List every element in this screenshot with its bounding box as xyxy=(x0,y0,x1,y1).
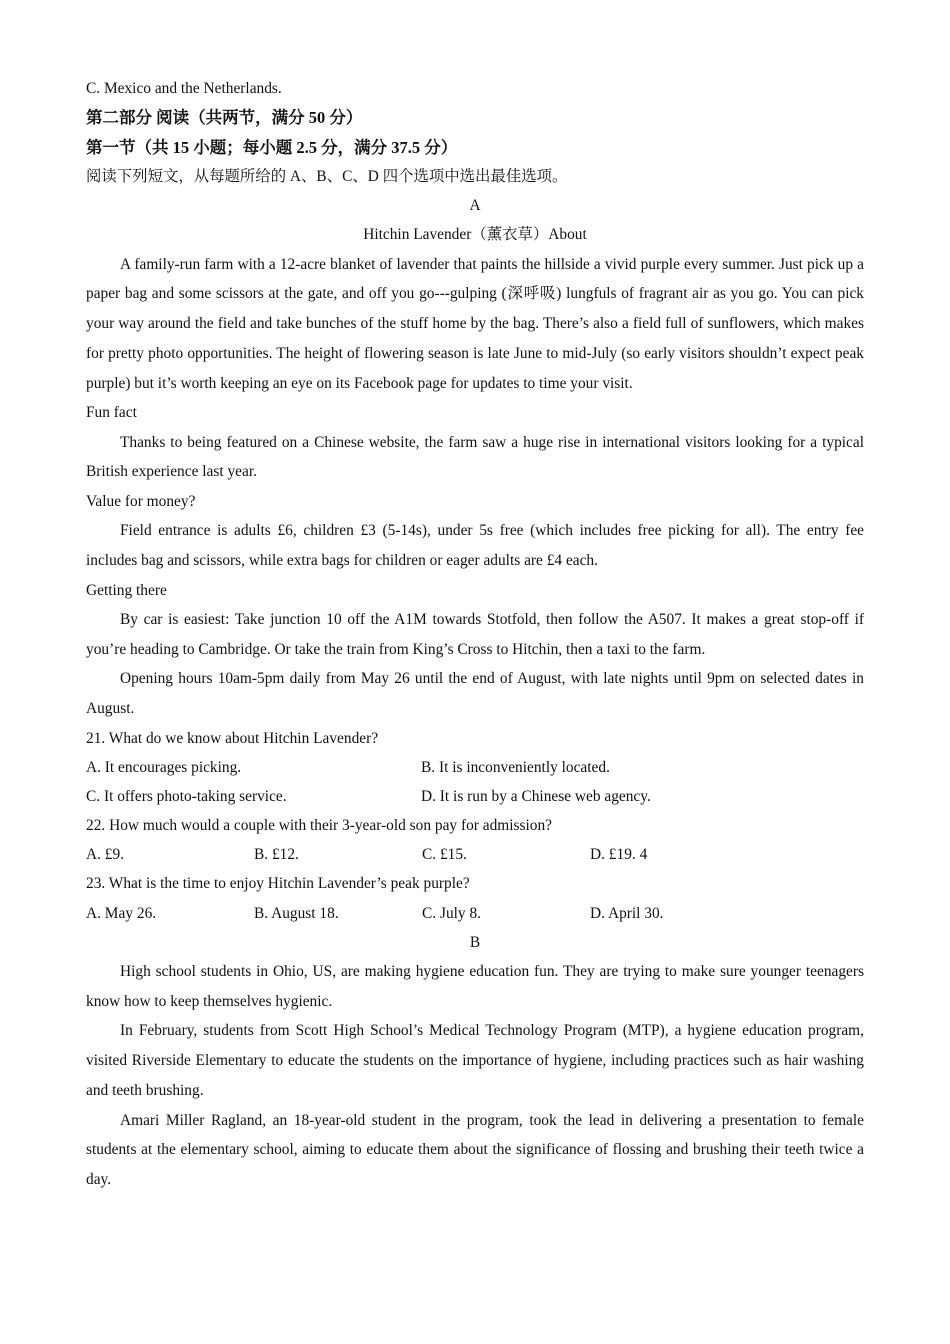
previous-option: C. Mexico and the Netherlands. xyxy=(86,80,282,97)
question-23-options xyxy=(86,899,864,928)
passage-a-paragraph: A family-run farm with a 12-acre blanket of lavender that paints the hillside a vivid purple every summer. Just pick up a paper bag and some scissors at the gate, and off you go---gulping (深呼吸) lungfuls of fragrant air as you go. You can pick your way around the field and take bunches of the stuff home by the bag. There’s also a field full of sunflowers, which makes for pretty photo opportunities. The height of flowering season is late June to mid-July (so early visitors shouldn’t expect peak purple) but it’s worth keeping an eye on its Facebook page for updates to time your visit. xyxy=(86,255,864,392)
option-d: D. It is run by a Chinese web agency. xyxy=(421,788,651,806)
passage-b-paragraph: High school students in Ohio, US, are making hygiene education fun. They are trying to make sure younger teenagers know how to keep themselves hygienic. xyxy=(86,963,864,1010)
passage-b-paragraph: In February, students from Scott High School’s Medical Technology Program (MTP), a hygiene education program, visited Riverside Elementary to educate the students on the importance of hygiene, including practices such as hair washing and teeth brushing. xyxy=(86,1022,864,1099)
part-heading: 第二部分 阅读（共两节，满分 50 分） xyxy=(86,108,363,128)
passage-a-paragraph: Field entrance is adults £6, children £3 (5-14s), under 5s free (which includes free picking for all). The entry fee includes bag and scissors, while extra bags for children or eager adults are £4 each. xyxy=(86,522,864,569)
option-c: C. It offers photo-taking service. xyxy=(86,788,287,806)
passage-a-title: Hitchin Lavender（薰衣草）About xyxy=(363,226,587,244)
subheading-fun-fact: Fun fact xyxy=(86,404,137,422)
option-c: C. £15. xyxy=(422,846,467,864)
option-b: B. August 18. xyxy=(254,904,339,922)
option-b: B. It is inconveniently located. xyxy=(421,759,610,777)
option-a: A. £9. xyxy=(86,846,125,864)
option-d: D. £19. 4 xyxy=(590,846,648,864)
subheading-value: Value for money? xyxy=(86,493,196,510)
passage-b-paragraph: Amari Miller Ragland, an 18-year-old student in the program, took the lead in delivering a presentation to female students at the elementary school, aiming to educate them about the significance of flossing and brushing their teeth twice a day. xyxy=(86,1111,864,1188)
question-21-options xyxy=(86,782,864,811)
question-22: 22. How much would a couple with their 3-year-old son pay for admission? xyxy=(86,817,553,835)
passage-a-label: A xyxy=(469,197,481,215)
question-22-options xyxy=(86,840,864,869)
passage-a-paragraph: Thanks to being featured on a Chinese website, the farm saw a huge rise in international visitors looking for a typical British experience last year. xyxy=(86,433,864,481)
question-21: 21. What do we know about Hitchin Lavender? xyxy=(86,729,379,747)
section-heading: 第一节（共 15 小题；每小题 2.5 分，满分 37.5 分） xyxy=(86,137,458,157)
option-c: C. July 8. xyxy=(422,904,482,922)
passage-a-paragraph: Opening hours 10am-5pm daily from May 26 until the end of August, with late nights until 9pm on selected dates in August. xyxy=(86,670,864,718)
instructions: 阅读下列短文，从每题所给的 A、B、C、D 四个选项中选出最佳选项。 xyxy=(86,167,568,185)
subheading-getting-there: Getting there xyxy=(86,581,167,599)
option-d: D. April 30. xyxy=(590,904,664,922)
option-a: A. It encourages picking. xyxy=(86,759,242,777)
option-a: A. May 26. xyxy=(86,904,157,922)
question-21-options xyxy=(86,753,864,782)
passage-a-paragraph: By car is easiest: Take junction 10 off the A1M towards Stotfold, then follow the A507. It makes a great stop-off if you’re heading to Cambridge. Or take the train from King’s Cross to Hitchin, then a taxi to the farm. xyxy=(86,611,864,658)
option-b: B. £12. xyxy=(254,846,299,864)
passage-b-label: B xyxy=(469,933,481,951)
document-page xyxy=(86,74,864,1195)
question-23: 23. What is the time to enjoy Hitchin Lavender’s peak purple? xyxy=(86,875,470,893)
